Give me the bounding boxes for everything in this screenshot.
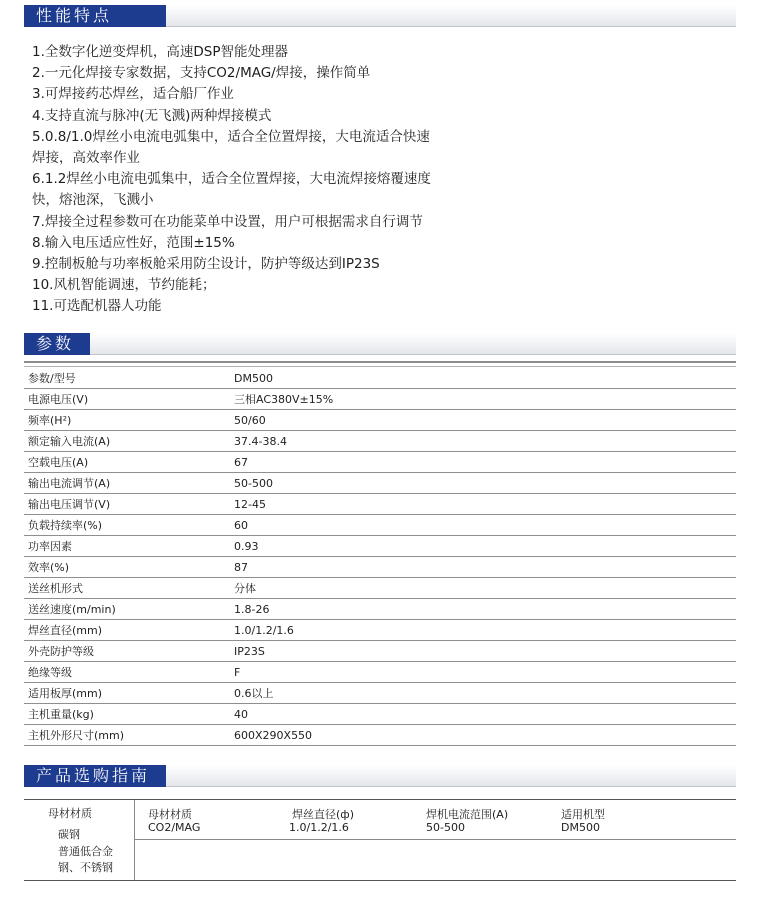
- guide-top-rule: [24, 799, 736, 800]
- feature-item: 11.可选配机器人功能: [32, 298, 162, 315]
- table-row: [24, 683, 736, 704]
- feature-item: 7.焊接全过程参数可在功能菜单中设置，用户可根据需求自行调节: [32, 213, 423, 230]
- table-row: [24, 725, 736, 746]
- table-row: [24, 662, 736, 683]
- guide-cell: 50-500: [426, 821, 465, 834]
- param-label: 电源电压(V): [24, 389, 234, 410]
- table-top-rule: [24, 366, 736, 367]
- param-label: 主机外形尺寸(mm): [24, 725, 234, 746]
- table-row: [24, 536, 736, 557]
- header-band: [90, 333, 736, 355]
- param-label: 频率(H²): [24, 410, 234, 431]
- param-label: 焊丝直径(mm): [24, 620, 234, 641]
- feature-item: 快，熔池深，飞溅小: [32, 192, 154, 209]
- param-value: 87: [234, 557, 736, 578]
- param-value: 1.0/1.2/1.6: [234, 620, 736, 641]
- param-label: 适用板厚(mm): [24, 683, 234, 704]
- header-band: [166, 765, 736, 787]
- table-row: [24, 494, 736, 515]
- params-section-header: [24, 333, 736, 355]
- guide-divider: [134, 800, 135, 880]
- table-row: [24, 641, 736, 662]
- param-value: DM500: [234, 368, 736, 389]
- param-value: 50/60: [234, 410, 736, 431]
- param-label: 送丝速度(m/min): [24, 599, 234, 620]
- param-value: 40: [234, 704, 736, 725]
- param-label: 送丝机形式: [24, 578, 234, 599]
- feature-item: 10.风机智能调速，节约能耗；: [32, 277, 216, 294]
- feature-item: 焊接，高效率作业: [32, 150, 140, 167]
- table-row: [24, 515, 736, 536]
- param-value: F: [234, 662, 736, 683]
- table-row: [24, 599, 736, 620]
- feature-item: 5.0.8/1.0焊丝小电流电弧集中，适合全位置焊接，大电流适合快速: [32, 128, 430, 145]
- table-row: [24, 704, 736, 725]
- param-value: 50-500: [234, 473, 736, 494]
- param-value: 0.93: [234, 536, 736, 557]
- feature-item: 2.一元化焊接专家数据，支持CO2/MAG/焊接，操作简单: [32, 65, 371, 82]
- feature-item: 1.全数字化逆变焊机，高速DSP智能处理器: [32, 44, 288, 60]
- table-row: [24, 389, 736, 410]
- param-value: 67: [234, 452, 736, 473]
- table-top-rule: [24, 361, 736, 363]
- param-label: 空载电压(A): [24, 452, 234, 473]
- guide-left-header: 母材材质: [48, 807, 92, 820]
- param-label: 额定输入电流(A): [24, 431, 234, 452]
- table-row: [24, 410, 736, 431]
- param-label: 效率(%): [24, 557, 234, 578]
- table-row: [24, 473, 736, 494]
- guide-bottom-rule: [24, 880, 736, 881]
- param-value: 三相AC380V±15%: [234, 389, 736, 410]
- guide-cell: 1.0/1.2/1.6: [289, 821, 349, 834]
- features-section-header: [24, 5, 736, 27]
- param-label: 绝缘等级: [24, 662, 234, 683]
- guide-col-header: 适用机型: [561, 808, 605, 821]
- table-row: [24, 557, 736, 578]
- param-value: 1.8-26: [234, 599, 736, 620]
- param-label: 负载持续率(%): [24, 515, 234, 536]
- guide-header-rule: [134, 839, 736, 840]
- param-value: IP23S: [234, 641, 736, 662]
- features-section-title: 性能特点: [24, 5, 166, 27]
- guide-col-header: 焊丝直径(ф): [292, 808, 354, 821]
- guide-section-header: [24, 765, 736, 787]
- guide-col-header: 焊机电流范围(A): [426, 808, 509, 821]
- param-value: 60: [234, 515, 736, 536]
- feature-list: [32, 42, 492, 318]
- guide-cell: CO2/MAG: [148, 821, 201, 834]
- table-row: [24, 620, 736, 641]
- params-section-title: 参数: [24, 333, 90, 355]
- param-value: 37.4-38.4: [234, 431, 736, 452]
- feature-item: 9.控制板舱与功率板舱采用防尘设计，防护等级达到IP23S: [32, 256, 380, 273]
- param-value: 分体: [234, 578, 736, 599]
- table-row: [24, 368, 736, 389]
- guide-section-title: 产品选购指南: [24, 765, 166, 787]
- param-label: 功率因素: [24, 536, 234, 557]
- header-band: [166, 5, 736, 27]
- table-row: [24, 431, 736, 452]
- guide-col-header: 母材材质: [148, 808, 192, 821]
- params-table: [24, 368, 736, 746]
- param-label: 主机重量(kg): [24, 704, 234, 725]
- param-label: 输出电压调节(V): [24, 494, 234, 515]
- table-row: [24, 578, 736, 599]
- param-label: 外壳防护等级: [24, 641, 234, 662]
- feature-item: 4.支持直流与脉冲(无飞溅)两种焊接模式: [32, 107, 272, 124]
- guide-cell: DM500: [561, 821, 600, 834]
- param-value: 0.6以上: [234, 683, 736, 704]
- table-row: [24, 452, 736, 473]
- feature-item: 8.输入电压适应性好，范围±15%: [32, 234, 235, 251]
- param-value: 12-45: [234, 494, 736, 515]
- param-label: 输出电流调节(A): [24, 473, 234, 494]
- feature-item: 6.1.2焊丝小电流电弧集中，适合全位置焊接，大电流焊接熔覆速度: [32, 171, 431, 188]
- feature-item: 3.可焊接药芯焊丝，适合船厂作业: [32, 86, 234, 103]
- guide-material: 碳钢: [58, 828, 80, 841]
- guide-material: 钢、不锈钢: [58, 861, 113, 874]
- param-label: 参数/型号: [24, 368, 234, 389]
- param-value: 600X290X550: [234, 725, 736, 746]
- guide-material: 普通低合金: [58, 845, 113, 858]
